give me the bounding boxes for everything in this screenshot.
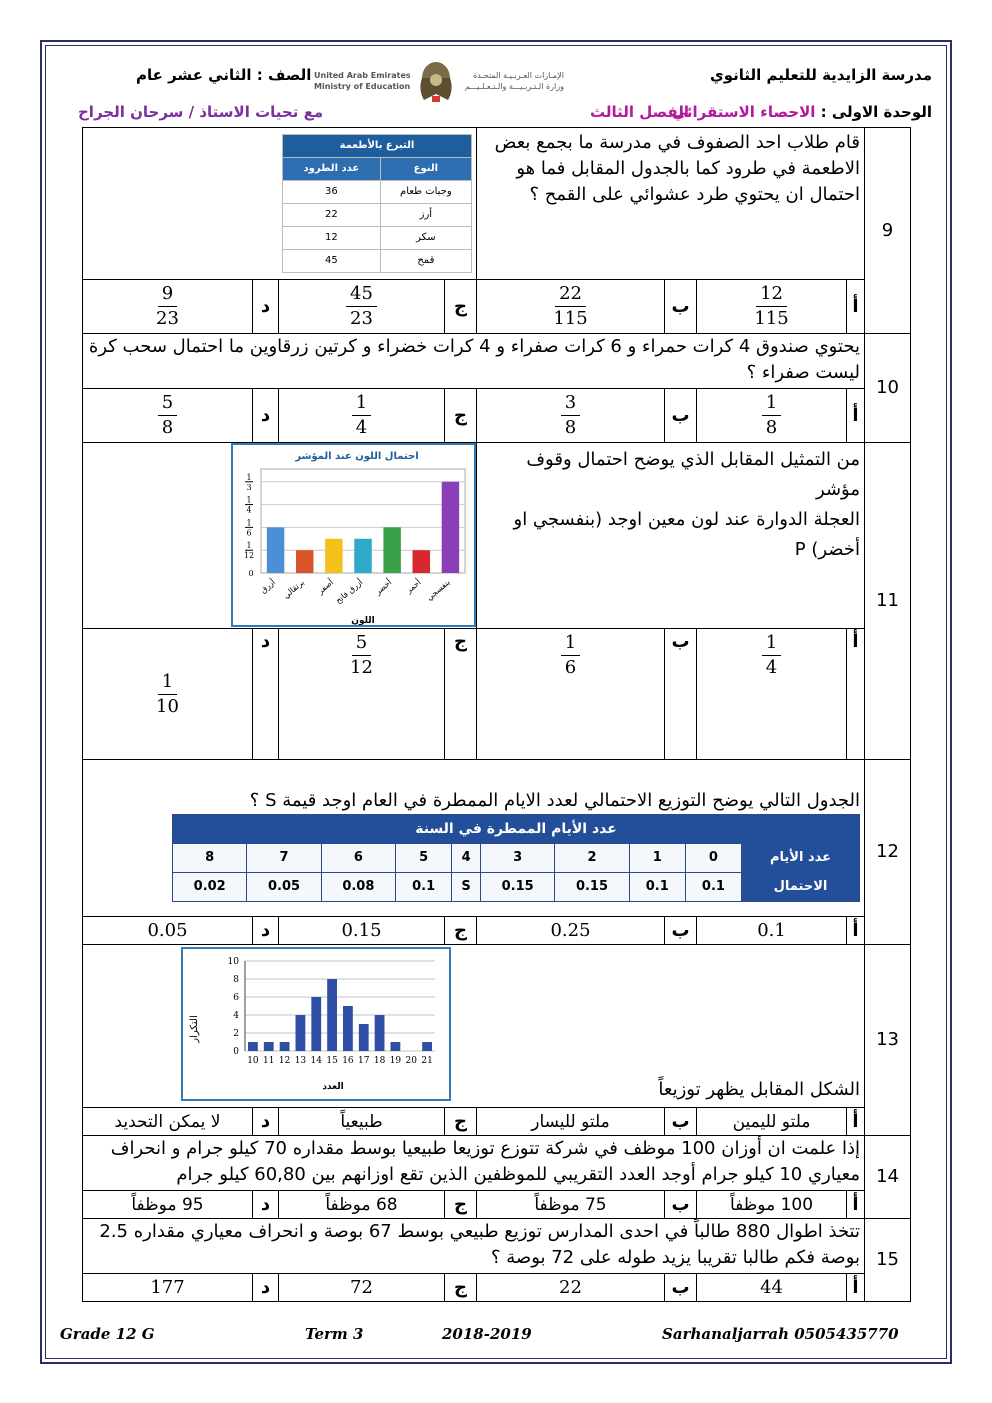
option-a[interactable] bbox=[697, 389, 847, 443]
table-cell: أرز bbox=[380, 204, 471, 227]
rain-row-label: عدد الأيام bbox=[742, 844, 860, 873]
option-label: أ bbox=[847, 917, 865, 945]
option-b[interactable]: ملتو لليسار bbox=[477, 1108, 665, 1136]
rain-prob-cell: 0.15 bbox=[481, 873, 555, 902]
ministry-logo bbox=[308, 60, 568, 106]
option-label: ج bbox=[445, 1108, 477, 1136]
question-text-line1: من التمثيل المقابل الذي يوضح احتمال وقوف مؤشر bbox=[526, 449, 861, 500]
histogram-bar bbox=[391, 1042, 401, 1051]
ytick-label: 4 bbox=[233, 1011, 239, 1021]
table-cell: 22 bbox=[283, 204, 381, 227]
histogram-bar bbox=[327, 979, 337, 1051]
answer-row bbox=[83, 1108, 911, 1136]
xtick-label: 16 bbox=[342, 1056, 354, 1066]
chart-bar bbox=[413, 550, 430, 573]
xtick-label: أخضر bbox=[373, 577, 394, 597]
table-cell: وجبات طعام bbox=[380, 181, 471, 204]
option-c[interactable] bbox=[279, 389, 445, 443]
unit-name: الاحصاء الاستقرائي bbox=[671, 103, 816, 121]
question-text: الجدول التالي يوضح التوزيع الاحتمالي لعدد الايام الممطرة في العام اوجد قيمة S ؟ bbox=[249, 790, 861, 811]
option-d[interactable] bbox=[83, 629, 253, 760]
xtick-label: 10 bbox=[247, 1056, 259, 1066]
unit-prefix: الوحدة الاولى : bbox=[815, 103, 932, 121]
food-donation-table bbox=[282, 134, 472, 273]
rain-day-cell: 0 bbox=[685, 844, 741, 873]
answer-row bbox=[83, 1274, 911, 1302]
frequency-histogram bbox=[181, 947, 451, 1101]
numerator: 22 bbox=[555, 282, 586, 307]
food-table-cell bbox=[83, 128, 477, 280]
question-number: 15 bbox=[865, 1219, 911, 1302]
color-probability-chart bbox=[231, 443, 476, 627]
table-cell: سكر bbox=[380, 227, 471, 250]
question-text: إذا علمت ان أوزان 100 موظف في شركة تتوزع توزيعا طبيعيا بوسط مقداره 70 كيلو جرام و انحراف معياري 10 كيلو جرام أوجد العدد التقريبي للموظفين الذين تقع اوزانهم بين 60,80 كيلو جرام bbox=[83, 1136, 865, 1191]
option-label: ج bbox=[445, 280, 477, 334]
food-table-title: التبرع بالأطعمة bbox=[283, 135, 472, 158]
xtick-label: 21 bbox=[421, 1056, 433, 1066]
question-block bbox=[83, 760, 865, 917]
xtick-label: أحمر bbox=[404, 577, 423, 595]
option-label: ج bbox=[445, 917, 477, 945]
ytick-denominator: 3 bbox=[246, 482, 252, 492]
xtick-label: أزرق bbox=[258, 577, 277, 595]
answer-row bbox=[83, 1191, 911, 1219]
rain-days-table bbox=[172, 814, 860, 902]
option-c[interactable] bbox=[279, 629, 445, 760]
option-d[interactable]: 177 bbox=[83, 1274, 253, 1302]
rain-day-cell: 4 bbox=[452, 844, 481, 873]
xtick-label: أزرق فاتح bbox=[333, 577, 365, 606]
answer-row bbox=[83, 917, 911, 945]
xtick-label: بنفسجي bbox=[424, 577, 452, 603]
option-a[interactable]: 100 موظفاً bbox=[697, 1191, 847, 1219]
denominator: 8 bbox=[564, 417, 577, 438]
ytick-label: 10 bbox=[227, 957, 239, 967]
question-row bbox=[83, 1136, 911, 1191]
food-table-col2: عدد الطرود bbox=[283, 158, 381, 181]
rain-day-cell: 2 bbox=[555, 844, 629, 873]
denominator: 4 bbox=[355, 417, 368, 438]
rain-day-cell: 5 bbox=[396, 844, 452, 873]
question-text: الشكل المقابل يظهر توزيعاً bbox=[658, 1079, 861, 1100]
option-label: ج bbox=[445, 389, 477, 443]
question-number: 14 bbox=[865, 1136, 911, 1219]
numerator: 1 bbox=[762, 631, 781, 656]
xtick-label: 20 bbox=[405, 1056, 417, 1066]
question-number: 9 bbox=[865, 128, 911, 334]
rain-row-label: الاحتمال bbox=[742, 873, 860, 902]
chart-bar bbox=[296, 550, 313, 573]
option-label: ب bbox=[665, 629, 697, 760]
option-label: ب bbox=[665, 1108, 697, 1136]
ytick-denominator: 4 bbox=[246, 505, 252, 515]
denominator: 23 bbox=[350, 308, 373, 329]
denominator: 10 bbox=[156, 695, 179, 717]
ytick-denominator: 6 bbox=[246, 528, 252, 538]
option-label: د bbox=[253, 1191, 279, 1219]
option-label: أ bbox=[847, 1191, 865, 1219]
option-label: أ bbox=[847, 280, 865, 334]
option-label: ب bbox=[665, 1274, 697, 1302]
table-cell: قمح bbox=[380, 250, 471, 273]
numerator: 3 bbox=[561, 391, 580, 416]
chapter-label: الفصل الثالث bbox=[590, 103, 690, 121]
xtick-label: 12 bbox=[278, 1056, 291, 1066]
ytick-numerator: 1 bbox=[246, 541, 252, 551]
question-row bbox=[83, 945, 911, 1108]
option-label: ج bbox=[445, 1191, 477, 1219]
question-text bbox=[477, 443, 865, 629]
option-b[interactable] bbox=[477, 280, 665, 334]
numerator: 1 bbox=[762, 391, 781, 416]
option-c[interactable] bbox=[279, 280, 445, 334]
grade-label: الصف : الثاني عشر عام bbox=[136, 66, 312, 84]
ytick-numerator: 1 bbox=[246, 472, 252, 482]
color-chart-cell bbox=[83, 443, 477, 629]
option-a[interactable]: ملتو لليمين bbox=[697, 1108, 847, 1136]
ytick-label: 8 bbox=[233, 975, 239, 985]
option-a[interactable]: 44 bbox=[697, 1274, 847, 1302]
chart-xlabel: العدد bbox=[322, 1082, 344, 1092]
option-label: د bbox=[253, 1108, 279, 1136]
option-a[interactable] bbox=[697, 629, 847, 760]
xtick-label: 17 bbox=[358, 1056, 370, 1066]
answer-row bbox=[83, 389, 911, 443]
option-label: أ bbox=[847, 1274, 865, 1302]
denominator: 23 bbox=[156, 308, 179, 329]
footer-year: 2018-2019 bbox=[442, 1325, 532, 1343]
option-b[interactable]: 22 bbox=[477, 1274, 665, 1302]
option-c[interactable]: 0.15 bbox=[279, 917, 445, 945]
ministry-en-line2: Ministry of Education bbox=[314, 82, 411, 91]
chart-bar bbox=[383, 527, 400, 573]
chart-bar bbox=[325, 539, 342, 573]
numerator: 1 bbox=[352, 391, 371, 416]
chart-bar bbox=[267, 527, 284, 573]
option-c[interactable]: طبيعياً bbox=[279, 1108, 445, 1136]
rain-prob-cell: 0.15 bbox=[555, 873, 629, 902]
footer-grade: Grade 12 G bbox=[60, 1325, 155, 1343]
option-d[interactable]: لا يمكن التحديد bbox=[83, 1108, 253, 1136]
option-d[interactable] bbox=[83, 280, 253, 334]
ytick-denominator: 12 bbox=[243, 551, 255, 561]
option-label: ج bbox=[445, 1274, 477, 1302]
numerator: 5 bbox=[158, 391, 177, 416]
xtick-label: 18 bbox=[373, 1056, 386, 1066]
option-d[interactable]: 0.05 bbox=[83, 917, 253, 945]
footer-term: Term 3 bbox=[305, 1325, 364, 1343]
rain-table-title: عدد الأيام الممطرة في السنة bbox=[173, 815, 860, 844]
xtick-label: 13 bbox=[294, 1056, 307, 1066]
numerator: 12 bbox=[756, 282, 787, 307]
chart-bar bbox=[354, 539, 371, 573]
option-label: د bbox=[253, 1274, 279, 1302]
histogram-bar bbox=[296, 1015, 306, 1051]
histogram-bar bbox=[280, 1042, 290, 1051]
option-label: ب bbox=[665, 389, 697, 443]
ministry-ar-line1: الإمـارات العـربـيـة المتحـدة bbox=[472, 71, 564, 80]
ytick-numerator: 1 bbox=[246, 518, 252, 528]
rain-day-cell: 7 bbox=[247, 844, 321, 873]
footer-author: Sarhanaljarrah 0505435770 bbox=[662, 1325, 899, 1343]
ytick-label: 0 bbox=[233, 1047, 239, 1057]
option-label: أ bbox=[847, 1108, 865, 1136]
histogram-bar bbox=[264, 1042, 274, 1051]
falcon-emblem-icon bbox=[416, 60, 456, 106]
question-text-line2: العجلة الدوارة عند لون معين اوجد (بنفسجي او أخضر) P bbox=[513, 509, 861, 560]
questions-table bbox=[82, 127, 911, 1302]
denominator: 8 bbox=[765, 417, 778, 438]
option-label: أ bbox=[847, 629, 865, 760]
option-label: د bbox=[253, 389, 279, 443]
ytick-zero: 0 bbox=[248, 569, 254, 578]
chart-bar bbox=[442, 482, 459, 573]
option-a[interactable] bbox=[697, 280, 847, 334]
school-name: مدرسة الزايدية للتعليم الثانوي bbox=[709, 66, 932, 84]
xtick-label: 19 bbox=[389, 1056, 402, 1066]
option-label: أ bbox=[847, 389, 865, 443]
xtick-label: أصفر bbox=[315, 577, 336, 596]
option-label: ب bbox=[665, 1191, 697, 1219]
option-c[interactable]: 68 موظفاً bbox=[279, 1191, 445, 1219]
option-d[interactable] bbox=[83, 389, 253, 443]
rain-day-cell: 3 bbox=[481, 844, 555, 873]
chart-title: احتمال اللون عند المؤشر bbox=[295, 451, 419, 462]
rain-prob-cell: 0.1 bbox=[629, 873, 685, 902]
xtick-label: 15 bbox=[326, 1056, 338, 1066]
denominator: 4 bbox=[765, 657, 778, 678]
rain-prob-cell: 0.08 bbox=[321, 873, 395, 902]
denominator: 115 bbox=[754, 308, 789, 329]
histogram-bar bbox=[375, 1015, 385, 1051]
chart-ylabel: التكرار bbox=[189, 1015, 200, 1043]
rain-day-cell: 8 bbox=[173, 844, 247, 873]
option-label: ب bbox=[665, 280, 697, 334]
rain-day-cell: 6 bbox=[321, 844, 395, 873]
histogram-bar bbox=[311, 997, 321, 1051]
ytick-label: 2 bbox=[233, 1029, 239, 1039]
option-label: ج bbox=[445, 629, 477, 760]
question-text: يحتوي صندوق 4 كرات حمراء و 6 كرات صفراء و 4 كرات خضراء و كرتين زرقاوين ما احتمال سحب كرة ليست صفراء ؟ bbox=[83, 334, 865, 389]
option-label: د bbox=[253, 917, 279, 945]
question-row bbox=[83, 334, 911, 389]
denominator: 115 bbox=[553, 308, 588, 329]
option-label: د bbox=[253, 280, 279, 334]
option-b[interactable] bbox=[477, 629, 665, 760]
ministry-en-line1: United Arab Emirates bbox=[314, 71, 411, 80]
table-cell: 36 bbox=[283, 181, 381, 204]
xtick-label: برتقالي bbox=[281, 577, 306, 601]
question-row bbox=[83, 128, 911, 280]
answer-row bbox=[83, 280, 911, 334]
histogram-bar bbox=[248, 1042, 258, 1051]
ministry-ar-line2: وزارة الـتـربـيـــة والـتـعـلـيـــم bbox=[464, 82, 564, 91]
question-number: 10 bbox=[865, 334, 911, 443]
numerator: 5 bbox=[352, 631, 371, 656]
question-text: تتخذ اطوال 880 طالباً في احدى المدارس توزيع طبيعي بوسط 67 بوصة و انحراف معياري مقداره 2.5 بوصة فكم طالبا تقريبا يزيد طوله على 72 بوصة ؟ bbox=[83, 1219, 865, 1274]
numerator: 1 bbox=[158, 670, 177, 695]
denominator: 6 bbox=[564, 657, 577, 678]
ytick-label: 6 bbox=[233, 993, 239, 1003]
option-b[interactable]: 75 موظفاً bbox=[477, 1191, 665, 1219]
xtick-label: 11 bbox=[263, 1056, 275, 1066]
question-row bbox=[83, 1219, 911, 1274]
numerator: 1 bbox=[561, 631, 580, 656]
option-b[interactable] bbox=[477, 389, 665, 443]
rain-prob-cell: 0.1 bbox=[685, 873, 741, 902]
option-c[interactable]: 72 bbox=[279, 1274, 445, 1302]
rain-day-cell: 1 bbox=[629, 844, 685, 873]
question-text: قام طلاب احد الصفوف في مدرسة ما بجمع بعض الاطعمة في طرود كما بالجدول المقابل فما هو احتمال ان يحتوي طرد عشوائي على القمح ؟ bbox=[477, 128, 865, 280]
table-cell: 12 bbox=[283, 227, 381, 250]
rain-prob-cell: 0.1 bbox=[396, 873, 452, 902]
numerator: 45 bbox=[346, 282, 377, 307]
food-table-col1: النوع bbox=[380, 158, 471, 181]
option-a[interactable]: 0.1 bbox=[697, 917, 847, 945]
option-label: ب bbox=[665, 917, 697, 945]
histogram-bar bbox=[422, 1042, 432, 1051]
option-d[interactable]: 95 موظفاً bbox=[83, 1191, 253, 1219]
ytick-numerator: 1 bbox=[246, 495, 252, 505]
histogram-bar bbox=[359, 1024, 369, 1051]
question-row bbox=[83, 760, 911, 917]
rain-prob-cell: 0.02 bbox=[173, 873, 247, 902]
option-b[interactable]: 0.25 bbox=[477, 917, 665, 945]
unit-line bbox=[672, 103, 932, 121]
question-number: 12 bbox=[865, 760, 911, 945]
question-block bbox=[83, 945, 865, 1108]
rain-prob-cell: 0.05 bbox=[247, 873, 321, 902]
chart-xlabel: اللون bbox=[351, 616, 375, 626]
rain-prob-cell: S bbox=[452, 873, 481, 902]
denominator: 12 bbox=[350, 657, 373, 678]
answer-row bbox=[83, 629, 911, 760]
question-number: 11 bbox=[865, 443, 911, 760]
teacher-credit: مع تحيات الاستاذ / سرحان الجراح bbox=[78, 103, 324, 121]
histogram-bar bbox=[343, 1006, 353, 1051]
denominator: 8 bbox=[161, 417, 174, 438]
option-label: د bbox=[253, 629, 279, 760]
numerator: 9 bbox=[158, 282, 177, 307]
question-row bbox=[83, 443, 911, 629]
table-cell: 45 bbox=[283, 250, 381, 273]
question-number: 13 bbox=[865, 945, 911, 1136]
xtick-label: 14 bbox=[310, 1056, 322, 1066]
